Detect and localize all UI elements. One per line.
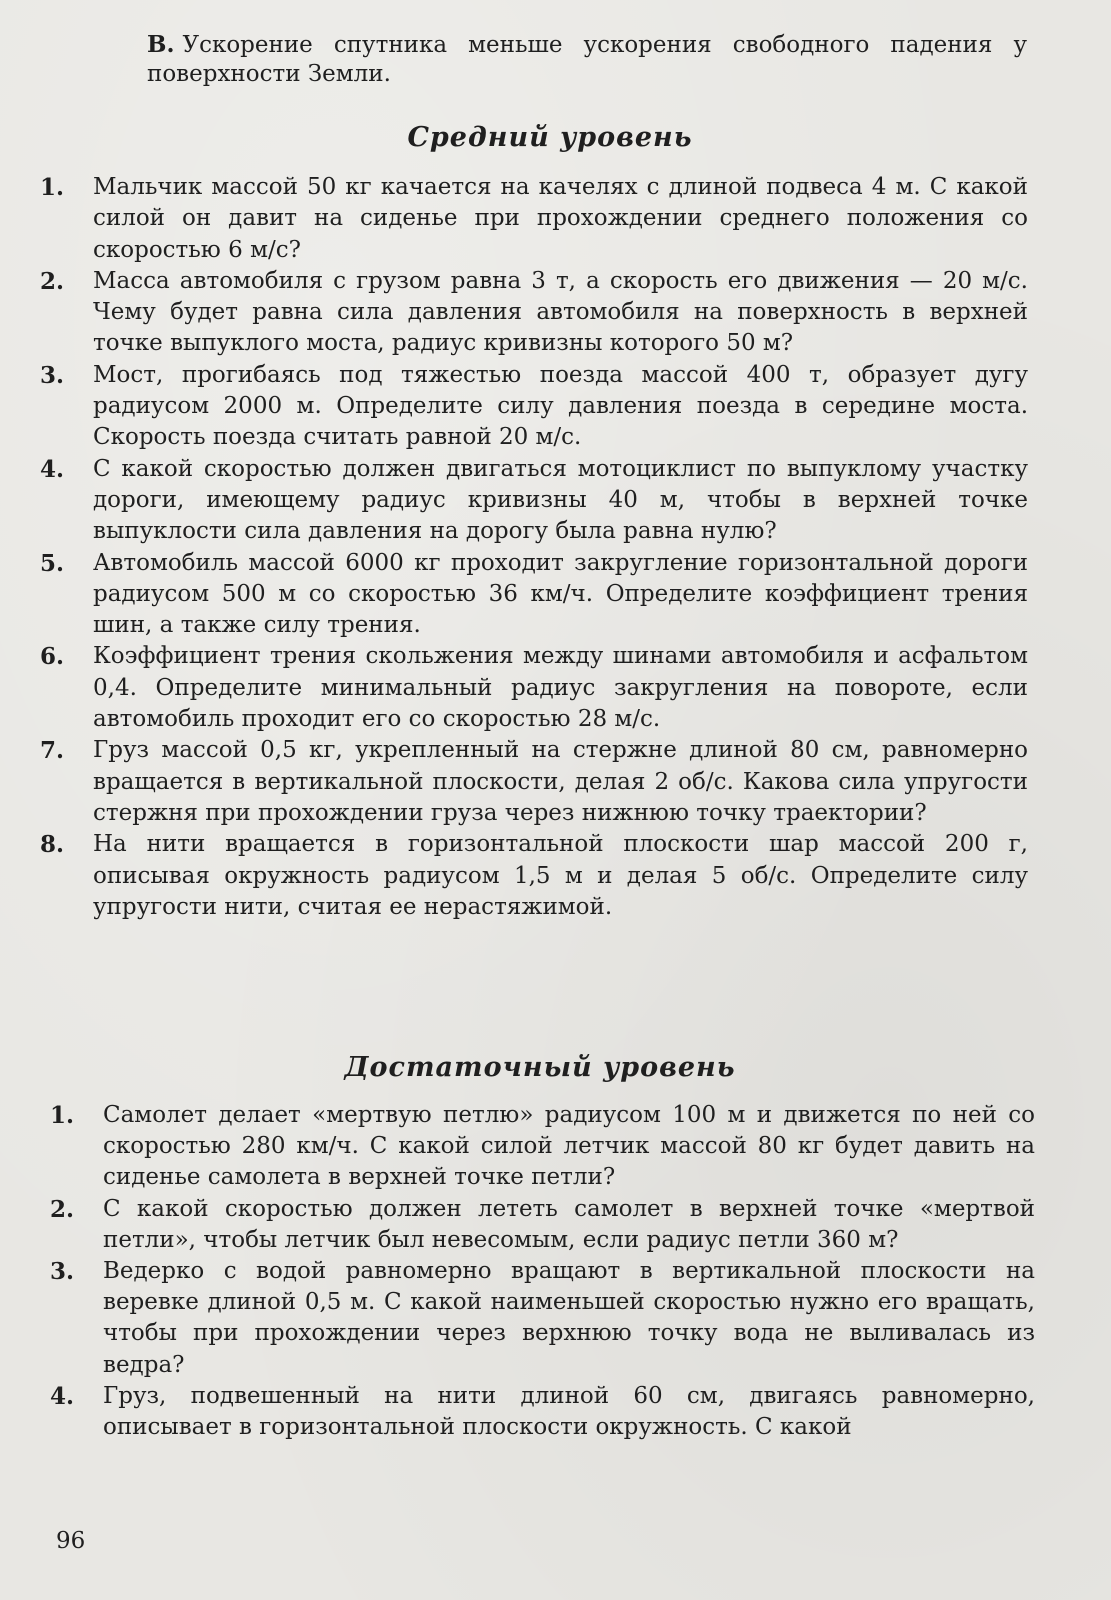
sufficient-level-problem-list: [50, 1100, 1035, 1443]
problem-item: [50, 1100, 1035, 1194]
section-title-sufficient-level: Достаточный уровень: [344, 1052, 736, 1083]
problem-item: [40, 548, 1028, 642]
problem-number: 7.: [40, 737, 65, 765]
intro-statement: [147, 30, 1027, 89]
problem-number: 4.: [40, 455, 65, 483]
problem-item: [40, 172, 1028, 266]
problem-number: 4.: [50, 1382, 75, 1410]
problem-text: С какой скоростью должен двигаться мотоциклист по выпуклому участку дороги, имеющему радиус кривизны 40 м, чтобы в верхней точке выпуклости сила давления на дорогу была равна нулю?: [93, 455, 1028, 545]
problem-number: 5.: [40, 549, 65, 577]
problem-item: [40, 641, 1028, 735]
problem-text: Самолет делает «мертвую петлю» радиусом 100 м и движется по ней со скоростью 280 км/ч. С какой силой летчик массой 80 кг будет давить на сиденье самолета в верхней точке петли?: [103, 1102, 1035, 1191]
problem-item: [40, 829, 1028, 923]
section-title-medium-level: Средний уровень: [407, 122, 693, 153]
problem-text: Масса автомобиля с грузом равна 3 т, а скорость его движения — 20 м/с. Чему будет равна сила давления автомобиля на поверхность в верхней точке выпуклого моста, радиус кривизны которого 50 м?: [93, 267, 1028, 357]
problem-text: На нити вращается в горизонтальной плоскости шар массой 200 г, описывая окружность радиусом 1,5 м и делая 5 об/с. Определите силу упругости нити, считая ее нерастяжимой.: [93, 831, 1028, 920]
problem-item: [40, 454, 1028, 548]
problem-text: Мост, прогибаясь под тяжестью поезда массой 400 т, образует дугу радиусом 2000 м. Определите силу давления поезда в середине моста. Скорость поезда считать равной 20 м/с.: [93, 361, 1028, 451]
problem-item: [50, 1256, 1035, 1381]
problem-text: Груз массой 0,5 кг, укрепленный на стержне длиной 80 см, равномерно вращается в вертикальной плоскости, делая 2 об/с. Какова сила упругости стержня при прохождении груза через нижнюю точку траектории?: [93, 737, 1028, 826]
problem-number: 3.: [40, 361, 65, 389]
problem-item: [40, 735, 1028, 829]
problem-number: 2.: [40, 267, 65, 295]
problem-number: 3.: [50, 1258, 75, 1286]
problem-text: Коэффициент трения скольжения между шинами автомобиля и асфальтом 0,4. Определите минимальный радиус закругления на повороте, если автомобиль проходит его со скоростью 28 м/с.: [93, 643, 1028, 733]
problem-item: [50, 1194, 1035, 1256]
intro-text: Ускорение спутника меньше ускорения свободного падения у поверхности Земли.: [147, 32, 1027, 87]
problem-item: [50, 1381, 1035, 1443]
problem-number: 1.: [40, 174, 65, 201]
problem-number: 8.: [40, 831, 65, 859]
problem-item: [40, 360, 1028, 454]
problem-text: Груз, подвешенный на нити длиной 60 см, двигаясь равномерно, описывает в горизонтальной плоскости окружность. С какой: [103, 1382, 1035, 1441]
problem-text: Автомобиль массой 6000 кг проходит закругление горизонтальной дороги радиусом 500 м со скоростью 36 км/ч. Определите коэффициент трения шин, а также силу трения.: [93, 549, 1028, 639]
problem-item: [40, 266, 1028, 360]
problem-number: 1.: [50, 1102, 75, 1129]
intro-letter: В.: [147, 31, 175, 58]
problem-number: 2.: [50, 1195, 75, 1223]
problem-text: Мальчик массой 50 кг качается на качелях с длиной подвеса 4 м. С какой силой он давит на сиденье при прохождении среднего положения со скоростью 6 м/с?: [93, 174, 1028, 263]
problem-number: 6.: [40, 643, 65, 671]
problem-text: С какой скоростью должен лететь самолет в верхней точке «мертвой петли», чтобы летчик был невесомым, если радиус петли 360 м?: [103, 1195, 1035, 1253]
page-number: 96: [56, 1528, 86, 1554]
medium-level-problem-list: [40, 172, 1028, 923]
problem-text: Ведерко с водой равномерно вращают в вертикальной плоскости на веревке длиной 0,5 м. С какой наименьшей скоростью нужно его вращать, чтобы при прохождении через верхнюю точку вода не выливалась из ведра?: [103, 1258, 1035, 1378]
